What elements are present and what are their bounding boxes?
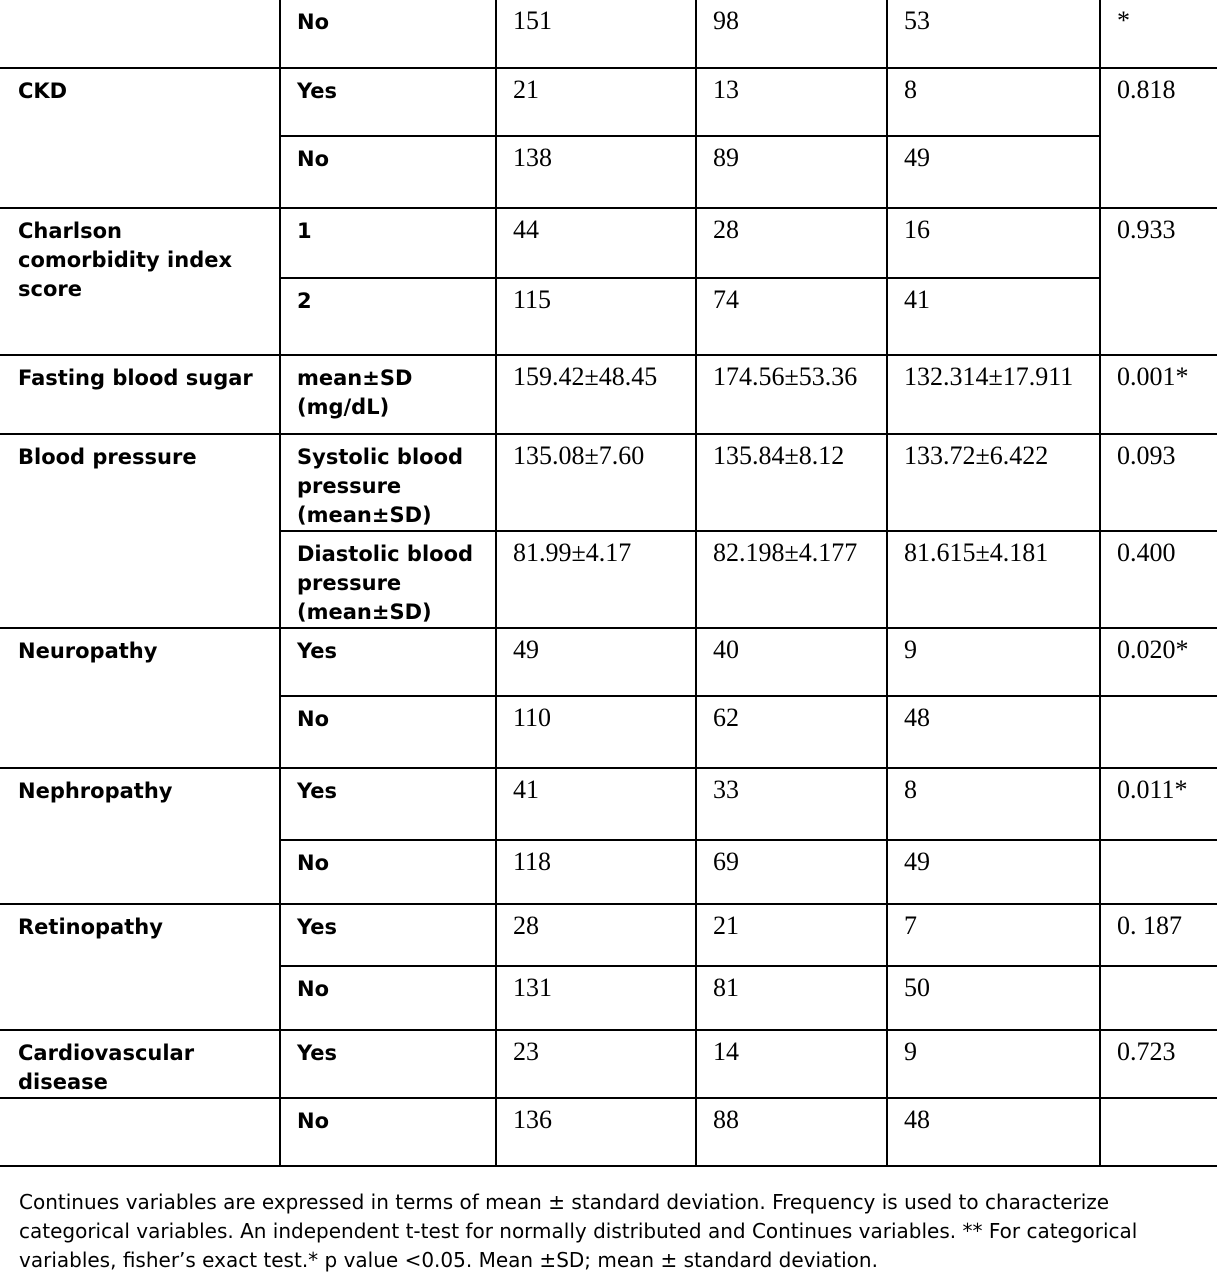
- p-value-cell: [1100, 840, 1217, 904]
- variable-cell: Retinopathy: [0, 904, 280, 1030]
- subgroup-cell: No: [280, 696, 496, 768]
- table-row: [0, 1098, 1217, 1166]
- value-cell: 151: [496, 0, 696, 68]
- value-cell: 89: [696, 136, 887, 208]
- value-cell: 14: [696, 1030, 887, 1098]
- p-value-cell: *: [1100, 0, 1217, 68]
- p-value-cell: [1100, 696, 1217, 768]
- subgroup-cell: Yes: [280, 628, 496, 696]
- variable-cell: [0, 1098, 280, 1166]
- subgroup-cell: No: [280, 966, 496, 1030]
- subgroup-cell: 2: [280, 278, 496, 355]
- value-cell: 33: [696, 768, 887, 840]
- value-cell: 81: [696, 966, 887, 1030]
- value-cell: 41: [887, 278, 1100, 355]
- value-cell: 174.56±53.36: [696, 355, 887, 434]
- value-cell: 48: [887, 696, 1100, 768]
- p-value-cell: [1100, 966, 1217, 1030]
- subgroup-cell: Systolic blood pressure (mean±SD): [280, 434, 496, 531]
- value-cell: 118: [496, 840, 696, 904]
- subgroup-cell: 1: [280, 208, 496, 278]
- value-cell: 28: [696, 208, 887, 278]
- table-row: [0, 628, 1217, 696]
- value-cell: 135.84±8.12: [696, 434, 887, 531]
- variable-cell: [0, 0, 280, 68]
- value-cell: 115: [496, 278, 696, 355]
- subgroup-cell: No: [280, 136, 496, 208]
- p-value-cell: 0.400: [1100, 531, 1217, 628]
- table-row: [0, 1030, 1217, 1098]
- value-cell: 132.314±17.911: [887, 355, 1100, 434]
- table-row: [0, 904, 1217, 966]
- value-cell: 135.08±7.60: [496, 434, 696, 531]
- table-row: [0, 434, 1217, 531]
- p-value-cell: 0.818: [1100, 68, 1217, 208]
- value-cell: 138: [496, 136, 696, 208]
- value-cell: 48: [887, 1098, 1100, 1166]
- table-row: [0, 208, 1217, 278]
- value-cell: 8: [887, 68, 1100, 136]
- p-value-cell: 0.093: [1100, 434, 1217, 531]
- variable-cell: Nephropathy: [0, 768, 280, 904]
- subgroup-cell: Diastolic blood pressure (mean±SD): [280, 531, 496, 628]
- value-cell: 131: [496, 966, 696, 1030]
- subgroup-cell: Yes: [280, 1030, 496, 1098]
- value-cell: 49: [887, 136, 1100, 208]
- p-value-cell: 0.723: [1100, 1030, 1217, 1098]
- value-cell: 21: [696, 904, 887, 966]
- value-cell: 81.615±4.181: [887, 531, 1100, 628]
- value-cell: 44: [496, 208, 696, 278]
- value-cell: 74: [696, 278, 887, 355]
- value-cell: 40: [696, 628, 887, 696]
- value-cell: 49: [887, 840, 1100, 904]
- value-cell: 82.198±4.177: [696, 531, 887, 628]
- p-value-cell: 0.011*: [1100, 768, 1217, 840]
- variable-cell: Cardiovascular disease: [0, 1030, 280, 1098]
- variable-cell: CKD: [0, 68, 280, 208]
- value-cell: 88: [696, 1098, 887, 1166]
- variable-cell: [0, 531, 280, 628]
- table-row: [0, 0, 1217, 68]
- value-cell: 69: [696, 840, 887, 904]
- value-cell: 81.99±4.17: [496, 531, 696, 628]
- subgroup-cell: Yes: [280, 904, 496, 966]
- subgroup-cell: No: [280, 1098, 496, 1166]
- subgroup-cell: Yes: [280, 68, 496, 136]
- value-cell: 16: [887, 208, 1100, 278]
- p-value-cell: 0.001*: [1100, 355, 1217, 434]
- value-cell: 110: [496, 696, 696, 768]
- value-cell: 159.42±48.45: [496, 355, 696, 434]
- subgroup-cell: No: [280, 840, 496, 904]
- value-cell: 13: [696, 68, 887, 136]
- value-cell: 41: [496, 768, 696, 840]
- value-cell: 7: [887, 904, 1100, 966]
- table-row: [0, 531, 1217, 628]
- table-row: [0, 68, 1217, 136]
- value-cell: 62: [696, 696, 887, 768]
- value-cell: 9: [887, 628, 1100, 696]
- value-cell: 98: [696, 0, 887, 68]
- value-cell: 9: [887, 1030, 1100, 1098]
- value-cell: 50: [887, 966, 1100, 1030]
- variable-cell: Fasting blood sugar: [0, 355, 280, 434]
- subgroup-cell: No: [280, 0, 496, 68]
- variable-cell: Neuropathy: [0, 628, 280, 768]
- p-value-cell: [1100, 1098, 1217, 1166]
- table-row: [0, 768, 1217, 840]
- p-value-cell: 0.933: [1100, 208, 1217, 355]
- table-footnote: Continues variables are expressed in terms of mean ± standard deviation. Frequency is used to characterize categorical variables. An independent t-test for normally distributed and Continues variables. ** For categorical variables, fisher’s exact test.* p value <0.05. Mean ±SD; mean ± standard deviation.: [19, 1190, 1138, 1272]
- value-cell: 136: [496, 1098, 696, 1166]
- value-cell: 23: [496, 1030, 696, 1098]
- variable-cell: Blood pressure: [0, 434, 280, 531]
- subgroup-cell: mean±SD (mg/dL): [280, 355, 496, 434]
- p-value-cell: 0. 187: [1100, 904, 1217, 966]
- value-cell: 133.72±6.422: [887, 434, 1100, 531]
- p-value-cell: 53: [887, 0, 1100, 68]
- subgroup-cell: Yes: [280, 768, 496, 840]
- value-cell: 49: [496, 628, 696, 696]
- variable-cell: Charlson comorbidity index score: [0, 208, 280, 355]
- value-cell: 28: [496, 904, 696, 966]
- table-row: [0, 355, 1217, 434]
- value-cell: 8: [887, 768, 1100, 840]
- value-cell: 21: [496, 68, 696, 136]
- p-value-cell: 0.020*: [1100, 628, 1217, 696]
